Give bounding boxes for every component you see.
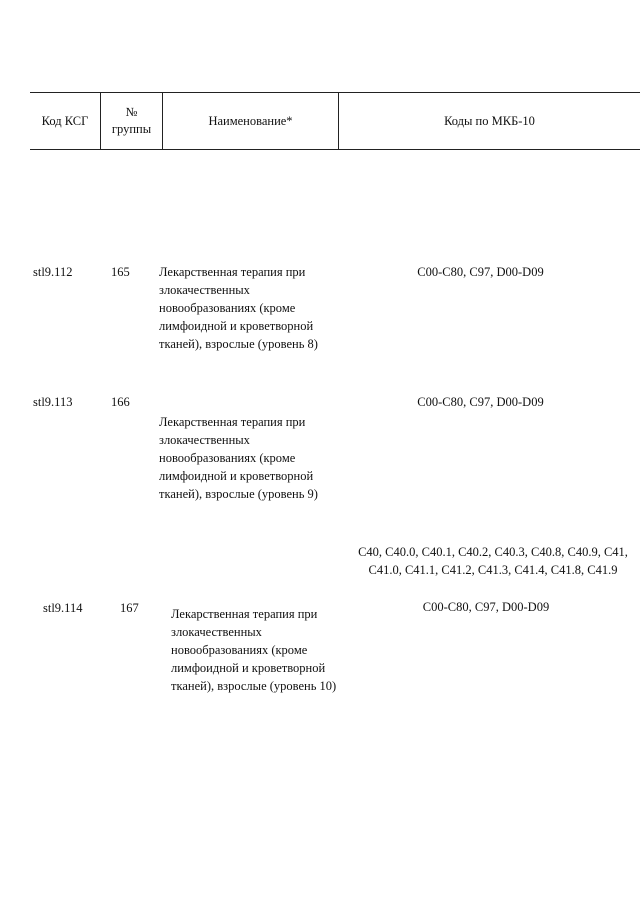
row-icd-codes: C00-C80, C97, D00-D09 xyxy=(417,265,544,279)
row-name: Лекарственная терапия при злокачественных новообразованиях (кроме лимфоидной и кроветворной тканей), взрослые (уровень 10) xyxy=(171,607,337,693)
header-bottom-border xyxy=(30,149,640,150)
row-name: Лекарственная терапия при злокачественных новообразованиях (кроме лимфоидной и кроветворной тканей), взрослые (уровень 9) xyxy=(159,415,318,501)
row-code: stl9.112 xyxy=(33,265,73,279)
row-code: stl9.113 xyxy=(33,395,73,409)
row-icd-codes: C00-C80, C97, D00-D09 xyxy=(422,600,550,614)
header-code: Код КСГ xyxy=(41,113,89,128)
row-icd-codes-extra: C40, C40.0, C40.1, C40.2, C40.3, C40.8, C40.9, C41, C41.0, C41.1, C41.2, C41.3, C41.4, C41.8, C41.9 xyxy=(358,545,628,577)
row-name: Лекарственная терапия при злокачественных новообразованиях (кроме лимфоидной и кроветворной тканей), взрослые (уровень 8) xyxy=(159,265,318,351)
row-icd-codes: C00-C80, C97, D00-D09 xyxy=(417,395,544,409)
header-name: Наименование* xyxy=(208,113,293,128)
row-group-number: 165 xyxy=(111,265,130,279)
row-code: stl9.114 xyxy=(43,601,83,615)
row-group-number: 167 xyxy=(120,601,139,615)
row-group-number: 166 xyxy=(111,395,130,409)
header-icd-codes: Коды по МКБ-10 xyxy=(444,113,535,128)
header-group-number: № группы xyxy=(111,105,152,136)
